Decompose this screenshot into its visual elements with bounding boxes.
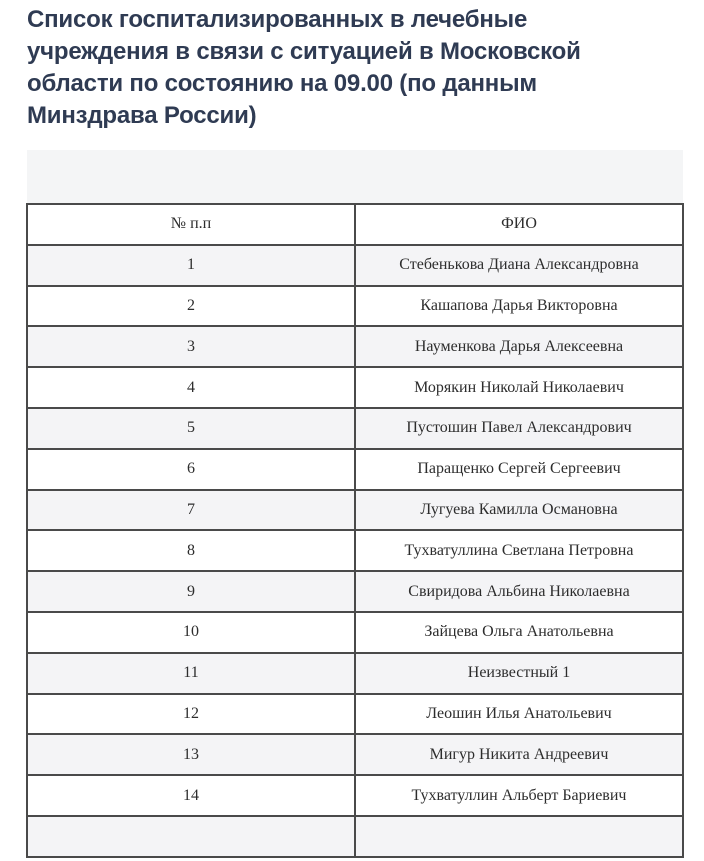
hospitalized-list-table [26,203,684,858]
column-header-fio: ФИО [355,204,683,245]
table-row [27,694,683,735]
table-header-row [27,204,683,245]
row-fio-cell [355,816,683,857]
row-fio-cell: Тухватуллина Светлана Петровна [355,530,683,571]
page-title: Список госпитализированных в лечебные учреждения в связи с ситуацией в Московской области по состоянию на 09.00 (по данным Минздрава России) [27,6,581,129]
row-number-cell: 14 [27,775,355,816]
table-row [27,367,683,408]
row-fio-cell: Пустошин Павел Александрович [355,408,683,449]
spacer-band [27,150,683,203]
table-row [27,734,683,775]
row-number-cell: 1 [27,245,355,286]
row-fio-cell: Зайцева Ольга Анатольевна [355,612,683,653]
table-row [27,775,683,816]
column-header-number: № п.п [27,204,355,245]
row-fio-cell: Леошин Илья Анатольевич [355,694,683,735]
row-fio-cell: Паращенко Сергей Сергеевич [355,449,683,490]
row-number-cell: 3 [27,326,355,367]
row-fio-cell: Мигур Никита Андреевич [355,734,683,775]
row-number-cell: 11 [27,653,355,694]
row-number-cell: 6 [27,449,355,490]
table-row [27,245,683,286]
row-fio-cell: Морякин Николай Николаевич [355,367,683,408]
row-number-cell: 7 [27,490,355,531]
row-fio-cell: Тухватуллин Альберт Бариевич [355,775,683,816]
table-row [27,816,683,857]
table-row [27,286,683,327]
table-row [27,653,683,694]
table-row [27,408,683,449]
row-number-cell [27,816,355,857]
row-fio-cell: Свиридова Альбина Николаевна [355,571,683,612]
row-fio-cell: Неизвестный 1 [355,653,683,694]
row-number-cell: 2 [27,286,355,327]
table-row [27,530,683,571]
row-number-cell: 10 [27,612,355,653]
row-number-cell: 4 [27,367,355,408]
row-number-cell: 8 [27,530,355,571]
row-number-cell: 5 [27,408,355,449]
table-row [27,490,683,531]
row-fio-cell: Науменкова Дарья Алексеевна [355,326,683,367]
row-fio-cell: Кашапова Дарья Викторовна [355,286,683,327]
table-row [27,571,683,612]
table-row [27,326,683,367]
table-row [27,449,683,490]
row-fio-cell: Стебенькова Диана Александровна [355,245,683,286]
table-row [27,612,683,653]
row-fio-cell: Лугуева Камилла Османовна [355,490,683,531]
row-number-cell: 12 [27,694,355,735]
row-number-cell: 13 [27,734,355,775]
row-number-cell: 9 [27,571,355,612]
